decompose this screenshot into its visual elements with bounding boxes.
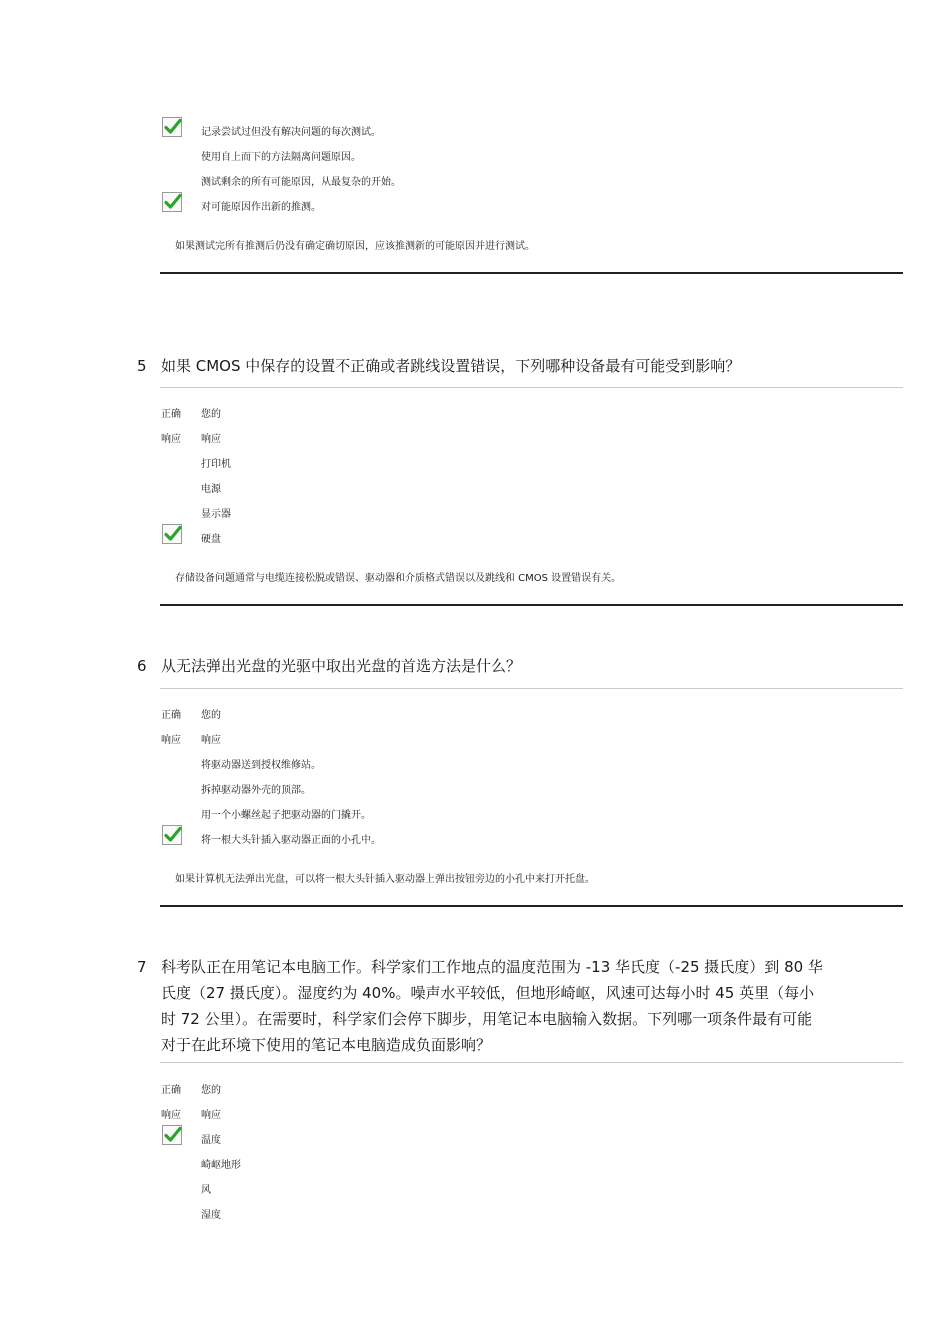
q7-question-line: 对于在此环境下使用的笔记本电脑造成负面影响？ — [161, 1036, 492, 1054]
q7-question-text — [161, 954, 903, 1058]
q7-option-3: 风 — [201, 1185, 211, 1196]
correct-answer-check-icon — [162, 192, 182, 212]
q7-number: 7 — [137, 958, 147, 976]
question-underline — [160, 1062, 903, 1063]
question-divider — [160, 604, 903, 606]
q6-header-correct: 正确 — [161, 710, 181, 721]
q7-question-line: 科考队正在用笔记本电脑工作。科学家们工作地点的温度范围为 -13 华氏度（-25 摄氏度）到 80 华 — [161, 958, 823, 976]
q7-header-correct: 正确 — [161, 1085, 181, 1096]
q7-header-response: 响应 — [161, 1110, 181, 1121]
q7-option-1: 温度 — [201, 1135, 221, 1146]
q5-option-2: 电源 — [201, 484, 221, 495]
q6-question-text: 从无法弹出光盘的光驱中取出光盘的首选方法是什么？ — [161, 657, 522, 675]
q4-option-4: 对可能原因作出新的推测。 — [201, 202, 321, 213]
q6-header-response: 响应 — [161, 735, 181, 746]
q7-question-line: 氏度（27 摄氏度）。湿度约为 40%。噪声水平较低，但地形崎岖，风速可达每小时 45 英里（每小 — [161, 984, 815, 1002]
q7-question-line: 时 72 公里）。在需要时，科学家们会停下脚步，用笔记本电脑输入数据。下列哪一项条件最有可能 — [161, 1010, 813, 1028]
q6-option-2: 拆掉驱动器外壳的顶部。 — [201, 785, 311, 796]
q5-header-yours: 您的 — [201, 409, 221, 420]
q6-option-3: 用一个小螺丝起子把驱动器的门撬开。 — [201, 810, 371, 821]
q7-header-response: 响应 — [201, 1110, 221, 1121]
question-divider — [160, 905, 903, 907]
q4-option-1: 记录尝试过但没有解决问题的每次测试。 — [201, 127, 381, 138]
q7-option-2: 崎岖地形 — [201, 1160, 241, 1171]
q5-header-response: 响应 — [201, 434, 221, 445]
q5-option-1: 打印机 — [201, 459, 231, 470]
question-underline — [160, 688, 903, 689]
q6-number: 6 — [137, 657, 147, 675]
q6-option-1: 将驱动器送到授权维修站。 — [201, 760, 321, 771]
q5-option-4: 硬盘 — [201, 534, 221, 545]
q5-number: 5 — [137, 357, 147, 375]
q6-explanation: 如果计算机无法弹出光盘，可以将一根大头针插入驱动器上弹出按钮旁边的小孔中来打开托盘。 — [175, 874, 595, 885]
q5-header-correct: 正确 — [161, 409, 181, 420]
q7-option-4: 湿度 — [201, 1210, 221, 1221]
q4-explanation: 如果测试完所有推测后仍没有确定确切原因，应该推测新的可能原因并进行测试。 — [175, 241, 535, 252]
correct-answer-check-icon — [162, 1125, 182, 1145]
q5-explanation: 存储设备问题通常与电缆连接松脱或错误、驱动器和介质格式错误以及跳线和 CMOS 设置错误有关。 — [175, 573, 622, 584]
correct-answer-check-icon — [162, 524, 182, 544]
q5-option-3: 显示器 — [201, 509, 231, 520]
q5-header-response: 响应 — [161, 434, 181, 445]
q4-option-2: 使用自上而下的方法隔离问题原因。 — [201, 152, 361, 163]
correct-answer-check-icon — [162, 825, 182, 845]
q6-header-response: 响应 — [201, 735, 221, 746]
question-underline — [160, 387, 903, 388]
q6-option-4: 将一根大头针插入驱动器正面的小孔中。 — [201, 835, 381, 846]
q6-header-yours: 您的 — [201, 710, 221, 721]
correct-answer-check-icon — [162, 117, 182, 137]
q5-question-text: 如果 CMOS 中保存的设置不正确或者跳线设置错误，下列哪种设备最有可能受到影响？ — [161, 357, 741, 375]
question-divider — [160, 272, 903, 274]
q7-header-yours: 您的 — [201, 1085, 221, 1096]
q4-option-3: 测试剩余的所有可能原因，从最复杂的开始。 — [201, 177, 401, 188]
